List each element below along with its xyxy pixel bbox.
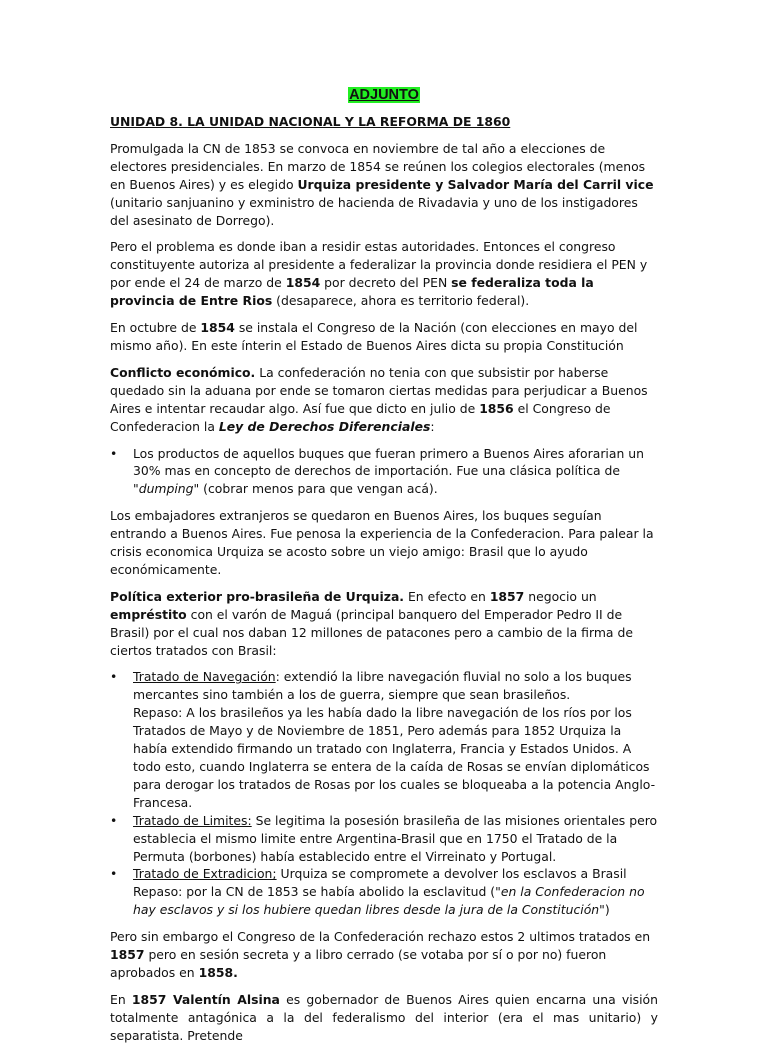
italic-run: "dumping" bbox=[133, 481, 200, 497]
text-run: negocio un bbox=[524, 588, 597, 604]
bold-italic-run: Ley de Derechos Diferenciales bbox=[218, 418, 431, 434]
bold-run: 1854 bbox=[200, 320, 235, 336]
paragraph-federalization bbox=[110, 238, 658, 310]
text-run: Urquiza se compromete a devolver los esclavos a Brasil bbox=[276, 866, 627, 882]
text-run: pero en sesión secreta y a libro cerrado (se votaba por sí o por no) fueron aprobados en bbox=[110, 947, 607, 980]
list-item bbox=[110, 445, 658, 499]
paragraph-congress bbox=[110, 319, 658, 355]
unit-heading: UNIDAD 8. LA UNIDAD NACIONAL Y LA REFORMA DE 1860 bbox=[110, 114, 511, 129]
underlined-run: Tratado de Limites: bbox=[133, 812, 252, 828]
paragraph-economic-conflict bbox=[110, 364, 658, 436]
list-item-extradition-treaty bbox=[110, 865, 658, 919]
underlined-run: Tratado de Navegación bbox=[133, 669, 276, 685]
text-run: (desaparece, ahora es territorio federal). bbox=[272, 293, 530, 309]
title-row bbox=[110, 86, 658, 104]
text-run: es gobernador de Buenos Aires quien encarna una visión totalmente antagónica a la del federalismo del interior (era el mas unitario) y separatista. Pretende bbox=[110, 991, 658, 1043]
bold-run: Urquiza presidente y Salvador María del Carril vice bbox=[297, 176, 654, 192]
list-treaties bbox=[110, 668, 658, 919]
paragraph-foreign-policy bbox=[110, 588, 658, 660]
paragraph-congress-rejection bbox=[110, 928, 658, 982]
list-differential-rights bbox=[110, 445, 658, 499]
text-run: Los productos de aquellos buques que fueran primero a Buenos Aires aforarian un 30% mas en concepto de derechos de importación. Fue una clásica política de bbox=[133, 445, 644, 479]
bullet-icon: • bbox=[110, 812, 118, 828]
document-body bbox=[110, 86, 658, 1054]
text-run: con el varón de Maguá (principal banquero del Emperador Pedro II de Brasil) por el cual nos daban 12 millones de patacones pero a cambio de la firma de ciertos tratados con Brasil: bbox=[110, 606, 633, 658]
bold-run: Conflicto económico. bbox=[110, 364, 256, 380]
bullet-icon: • bbox=[110, 866, 118, 882]
text-run: : extendió la libre navegación fluvial no solo a los buques mercantes sino también a los de guerra, siempre que sean brasileños. bbox=[133, 669, 632, 703]
bold-run: Política exterior pro-brasileña de Urquiza. bbox=[110, 588, 405, 604]
text-run: Repaso: A los brasileños ya les había dado la libre navegación de los ríos por los Tratados de Mayo y de Noviembre de 1851, Pero además para 1852 Urquiza la había extendido firmando un tratado con Inglaterra, Francia y Estados Unidos. A todo esto, cuando Inglaterra se entera de la caída de Rosas se envían diplomáticos para derogar los tratados de Rosas por los cuales se bloqueaba a la potencia Anglo-Francesa. bbox=[133, 705, 656, 810]
text-run: se instala el Congreso de la Nación (con elecciones en mayo del mismo año). En este ínterin el Estado de Buenos Aires dicta su propia Constitución bbox=[110, 320, 638, 353]
bold-run: 1857 Valentín Alsina bbox=[131, 991, 280, 1007]
text-run: Promulgada la CN de 1853 se convoca en noviembre de tal año a elecciones de electores presidenciales. En marzo de 1854 se reúnen los colegios electorales (menos en Buenos Aires) y es elegido bbox=[110, 140, 646, 192]
text-run: el Congreso de Confederacion la bbox=[110, 400, 611, 434]
text-run: Se legitima la posesión brasileña de las misiones orientales pero establecia el mismo limite entre Argentina-Brasil que en 1750 el Tratado de la Permuta (borbones) había establecido entre el Virreinato y Portugal. bbox=[133, 812, 658, 864]
list-item-navigation-treaty bbox=[110, 668, 658, 811]
bold-run: 1857 bbox=[110, 947, 145, 963]
text-run: : bbox=[430, 418, 435, 434]
italic-run: "en la Confederacion no hay esclavos y si los hubiere quedan libres desde la jura de la Constitución" bbox=[133, 884, 645, 918]
text-run: Pero el problema es donde iban a residir estas autoridades. Entonces el congreso constituyente autoriza al presidente a federalizar la provincia donde residiera el PEN y por ende el 24 de marzo de bbox=[110, 239, 648, 291]
text-run: En efecto en bbox=[404, 588, 490, 604]
underlined-run: Tratado de Extradicion; bbox=[133, 866, 277, 882]
text-run: por decreto del PEN bbox=[320, 275, 452, 291]
paragraph-ambassadors: Los embajadores extranjeros se quedaron en Buenos Aires, los buques seguían entrando a Buenos Aires. Fue penosa la experiencia de la Confederacion. Para palear la crisis economica Urquiza se acosto sobre un viejo amigo: Brasil que lo ayudo económicamente. bbox=[110, 508, 654, 577]
text-run: (cobrar menos para que vengan acá). bbox=[199, 481, 438, 497]
paragraph-alsina bbox=[110, 991, 658, 1045]
text-run: En bbox=[110, 991, 132, 1007]
bullet-icon: • bbox=[110, 445, 118, 461]
bold-run: 1856 bbox=[479, 400, 514, 416]
document-title: ADJUNTO bbox=[349, 87, 419, 103]
text-run: (unitario sanjuanino y exministro de hacienda de Rivadavia y uno de los instigadores del asesinato de Dorrego). bbox=[110, 194, 638, 228]
text-run: Repaso: por la CN de 1853 se había abolido la esclavitud ( bbox=[133, 884, 496, 900]
text-run: Pero sin embargo el Congreso de la Confederación rechazo estos 2 ultimos tratados en bbox=[110, 929, 651, 945]
text-run: ) bbox=[604, 902, 610, 918]
bold-run: se federaliza toda la provincia de Entre Rios bbox=[110, 275, 594, 309]
bullet-icon: • bbox=[110, 669, 118, 685]
text-run: En octubre de bbox=[110, 320, 201, 336]
text-run: La confederación no tenia con que subsistir por haberse quedado sin la aduana por ende se tomaron ciertas medidas para perjudicar a Buenos Aires e intentar recaudar algo. Así fue que dicto en julio de bbox=[110, 364, 648, 416]
bold-run: 1858. bbox=[198, 964, 238, 980]
bold-run: empréstito bbox=[110, 606, 187, 622]
bold-run: 1854 bbox=[285, 275, 321, 291]
list-item-limits-treaty bbox=[110, 812, 658, 866]
paragraph-elections bbox=[110, 140, 658, 230]
bold-run: 1857 bbox=[489, 588, 525, 604]
